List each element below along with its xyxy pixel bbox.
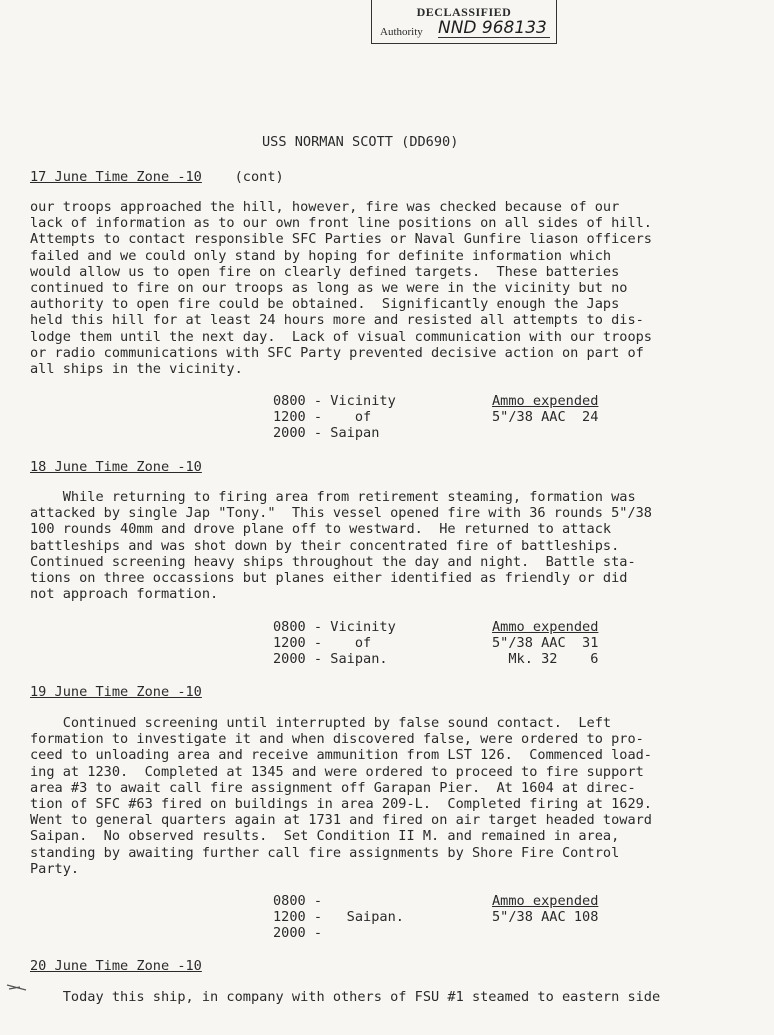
- body-line: Party.: [30, 860, 80, 877]
- stamp-authority-value: NND 968133: [438, 19, 550, 38]
- time-line: 2000 - Saipan: [273, 425, 380, 441]
- time-line: 2000 - Saipan.: [273, 651, 388, 667]
- body-line: our troops approached the hill, however, fire was checked because of our: [30, 199, 620, 215]
- time-line: 2000 -: [273, 925, 323, 941]
- ammo-header: Ammo expended: [492, 893, 599, 909]
- ammo-header: Ammo expended: [492, 619, 599, 635]
- declassified-stamp: [371, 0, 557, 44]
- body-line: continued to fire on our troops as long as we were in the vicinity but no: [30, 280, 628, 297]
- time-block: [273, 893, 404, 941]
- time-line: 1200 - of: [273, 635, 372, 651]
- body-line: or radio communications with SFC Party prevented decisive action on part of: [30, 344, 644, 361]
- ammo-block: [492, 619, 598, 667]
- body-line: Continued screening heavy ships throughout the day and night. Battle sta-: [30, 553, 636, 570]
- body-line: held this hill for at least 24 hours more and resisted all attempts to dis-: [30, 312, 644, 329]
- body-line: attacked by single Jap "Tony." This vessel opened fire with 36 rounds 5"/38: [30, 505, 652, 522]
- ammo-line: 5"/38 AAC 31: [492, 635, 599, 651]
- section-date: 17 June Time Zone -10: [30, 169, 202, 185]
- body-line: 100 rounds 40mm and drove plane off to westward. He returned to attack: [30, 521, 612, 538]
- section-header: [30, 958, 202, 974]
- time-line: 0800 - Vicinity: [273, 393, 396, 409]
- ammo-line: 5"/38 AAC 24: [492, 409, 599, 425]
- section-body: [30, 489, 754, 602]
- body-line: authority to open fire could be obtained. Significantly enough the Japs: [30, 296, 620, 313]
- body-line: area #3 to await call fire assignment off Garapan Pier. At 1604 at direc-: [30, 779, 636, 796]
- margin-pen-mark: [6, 982, 28, 994]
- section-header: [30, 459, 202, 475]
- body-line: tions on three occassions but planes either identified as friendly or did: [30, 570, 628, 587]
- body-line: formation to investigate it and when discovered false, were ordered to pro-: [30, 731, 644, 748]
- body-line: lack of information as to our own front line positions on all sides of hill.: [30, 215, 652, 232]
- ammo-line: 5"/38 AAC 108: [492, 909, 599, 925]
- body-line: all ships in the vicinity.: [30, 361, 243, 378]
- section-date: 19 June Time Zone -10: [30, 684, 202, 700]
- section-body: [30, 199, 754, 377]
- time-block: [273, 619, 396, 667]
- body-line: failed and we could only stand by hoping for definite information which: [30, 247, 612, 264]
- section-date: 18 June Time Zone -10: [30, 459, 202, 475]
- time-line: 1200 - Saipan.: [273, 909, 404, 925]
- time-line: 0800 -: [273, 893, 323, 909]
- section-body: [30, 989, 754, 1005]
- section-body: [30, 715, 754, 877]
- ammo-block: [492, 393, 598, 425]
- body-line: ceed to unloading area and receive ammunition from LST 126. Commenced load-: [30, 747, 652, 764]
- section-header: [30, 169, 284, 185]
- body-line: not approach formation.: [30, 586, 219, 603]
- body-line: Attempts to contact responsible SFC Parties or Naval Gunfire liason officers: [30, 231, 652, 248]
- ammo-block: [492, 893, 598, 925]
- body-line: battleships and was shot down by their concentrated fire of battleships.: [30, 537, 620, 554]
- ammo-header: Ammo expended: [492, 393, 599, 409]
- body-line: Continued screening until interrupted by false sound contact. Left: [30, 715, 612, 731]
- time-line: 1200 - of: [273, 409, 372, 425]
- time-line: 0800 - Vicinity: [273, 619, 396, 635]
- body-line: Went to general quarters again at 1731 and fired on air target headed toward: [30, 812, 652, 829]
- section-suffix: (cont): [201, 169, 284, 185]
- stamp-title: DECLASSIFIED: [416, 5, 512, 19]
- document-title: USS NORMAN SCOTT (DD690): [262, 134, 459, 150]
- section-header: [30, 684, 202, 700]
- body-line: standing by awaiting further call fire assignments by Shore Fire Control: [30, 844, 620, 861]
- time-block: [273, 393, 396, 441]
- body-line: Saipan. No observed results. Set Condition II M. and remained in area,: [30, 828, 620, 845]
- section-date: 20 June Time Zone -10: [30, 958, 202, 974]
- stamp-authority-label: Authority: [380, 26, 423, 38]
- body-line: ing at 1230. Completed at 1345 and were ordered to proceed to fire support: [30, 763, 644, 780]
- body-line: would allow us to open fire on clearly defined targets. These batteries: [30, 263, 620, 280]
- body-line: lodge them until the next day. Lack of visual communication with our troops: [30, 328, 652, 345]
- body-line: Today this ship, in company with others of FSU #1 steamed to eastern side: [30, 989, 661, 1005]
- body-line: While returning to firing area from retirement steaming, formation was: [30, 489, 636, 505]
- ammo-line: Mk. 32 6: [492, 651, 599, 667]
- body-line: tion of SFC #63 fired on buildings in area 209-L. Completed firing at 1629.: [30, 796, 652, 813]
